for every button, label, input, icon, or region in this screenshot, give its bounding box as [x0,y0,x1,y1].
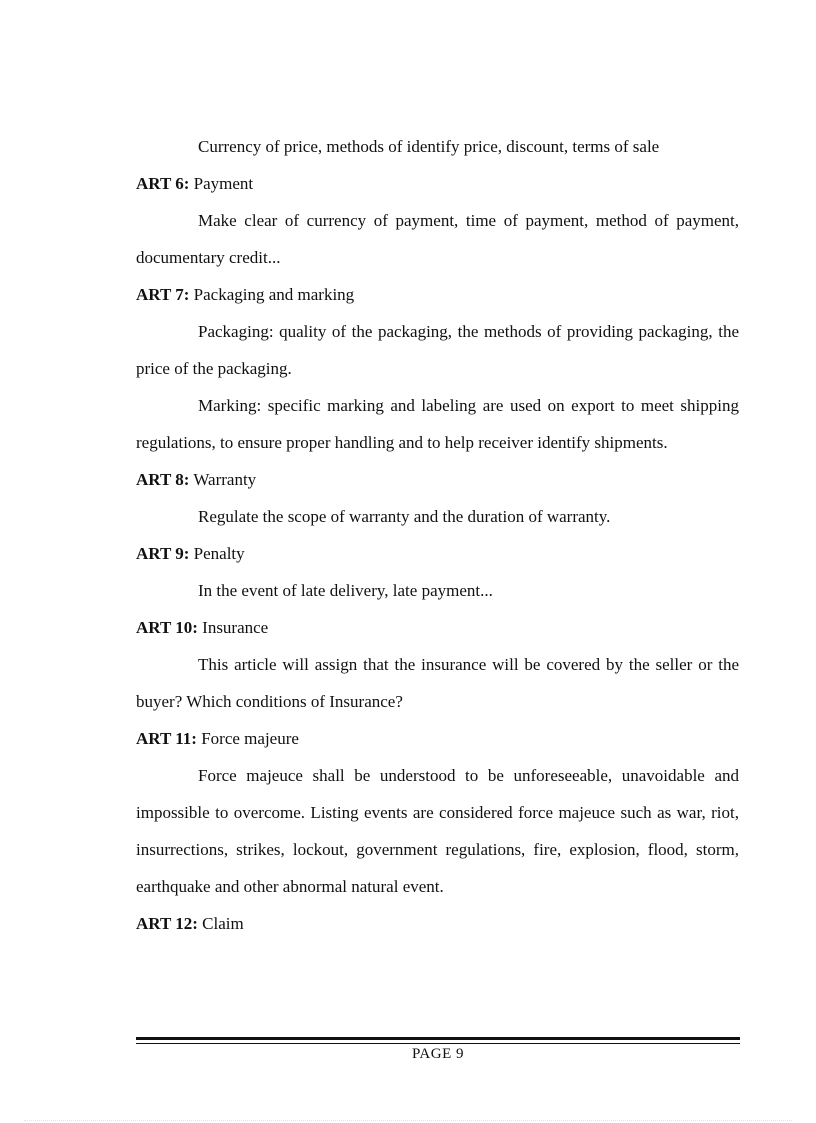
article-title: Packaging and marking [193,285,355,304]
page-content [136,128,739,942]
article-label: ART 8: [136,470,190,489]
article-label: ART 7: [136,285,190,304]
article-title: Claim [202,914,244,933]
article-7-paragraph-packaging: Packaging: quality of the packaging, the methods of providing packaging, the price of the packaging. [136,322,739,378]
article-label: ART 9: [136,544,190,563]
article-title: Warranty [193,470,257,489]
article-7-paragraph-marking: Marking: specific marking and labeling are used on export to meet shipping regulations, to ensure proper handling and to help receiver identify shipments. [136,396,739,452]
article-title: Insurance [202,618,269,637]
article-label: ART 12: [136,914,198,933]
page-bottom-border [24,1120,792,1121]
article-8-heading [136,461,739,498]
article-6-paragraph: Make clear of currency of payment, time of payment, method of payment, documentary credit... [136,211,739,267]
article-title: Force majeure [201,729,299,748]
article-11-heading [136,720,739,757]
footer-divider [136,1037,740,1044]
article-11-paragraph: Force majeuce shall be understood to be unforeseeable, unavoidable and impossible to overcome. Listing events are considered force majeuce such as war, riot, insurrections, strikes, lockout, government regulations, fire, explosion, flood, storm, earthquake and other abnormal natural event. [136,766,739,896]
article-title: Penalty [193,544,245,563]
page-number: PAGE 9 [411,1046,465,1062]
article-8-paragraph: Regulate the scope of warranty and the duration of warranty. [198,507,611,526]
article-7-heading [136,276,739,313]
intro-paragraph: Currency of price, methods of identify price, discount, terms of sale [198,137,660,156]
article-label: ART 11: [136,729,197,748]
article-12-heading [136,905,739,942]
article-title: Payment [193,174,254,193]
article-label: ART 6: [136,174,190,193]
article-10-heading [136,609,739,646]
article-6-heading [136,165,739,202]
article-10-paragraph: This article will assign that the insurance will be covered by the seller or the buyer? Which conditions of Insurance? [136,655,739,711]
article-label: ART 10: [136,618,198,637]
article-9-heading [136,535,739,572]
article-9-paragraph: In the event of late delivery, late payment... [198,581,493,600]
